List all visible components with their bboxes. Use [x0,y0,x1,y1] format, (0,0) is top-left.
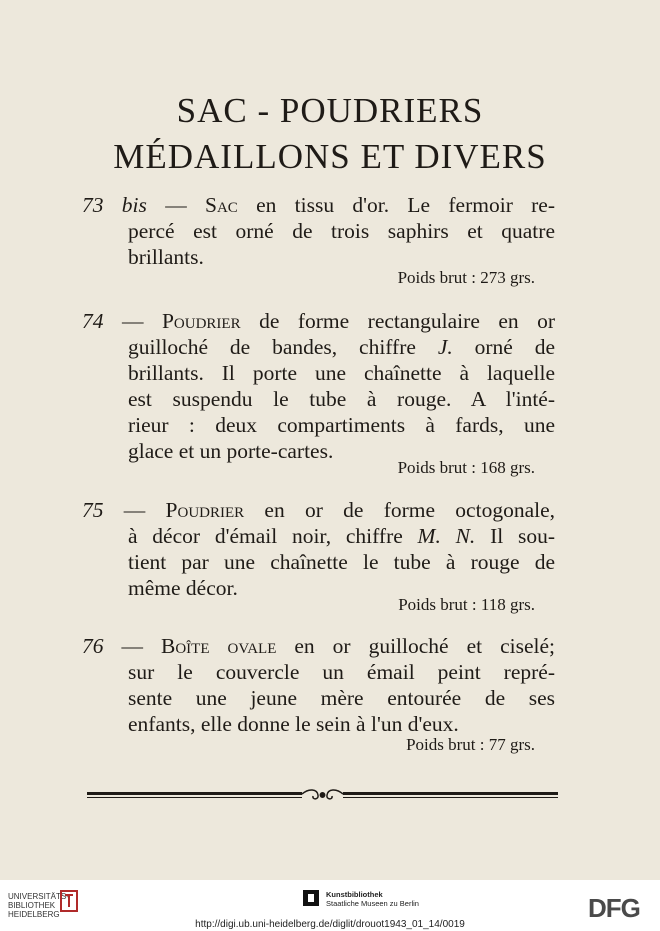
lot-first-line [82,500,555,522]
lot-number: 75 [82,498,104,522]
ornamental-rule [87,788,558,802]
lot-first-line [82,311,555,333]
lot-weight: Poids brut : 77 grs. [406,735,535,754]
lot-text-line: même décor. [128,576,238,600]
lot-text-line: glace et un porte-cartes. [128,439,334,463]
digitization-footer [0,880,660,931]
lot-text-line: rieur : deux compartiments à fards, une [128,413,555,437]
lot-text: en or de forme octogonale, [264,498,556,522]
lot-dash: — [123,498,146,522]
lot-dash: — [121,309,144,333]
lot-text-line: sente une jeune mère entourée de ses [128,686,555,710]
uni-line: HEIDELBERG [8,910,60,919]
lot-number: 73 [82,193,104,217]
lot-weight: Poids brut : 168 grs. [397,458,535,477]
lot-weight: Poids brut : 273 grs. [397,268,535,287]
lot-name: Poudrier [161,309,241,333]
lot-text-line: enfants, elle donne le sein à l'un d'eux. [128,712,459,736]
lot-text-line: percé est orné de trois saphirs et quatre [128,219,555,243]
lot-text: guilloché de bandes, chiffre [128,335,416,359]
lot-text: en tissu d'or. Le fermoir re- [256,193,556,217]
uni-line: BIBLIOTHEK [8,901,56,910]
kb-subtitle: Staatliche Museen zu Berlin [326,899,419,908]
lot-weight: Poids brut : 118 grs. [398,595,535,614]
lot-text-line: sur le couvercle un émail peint repré- [128,660,555,684]
fleuron-icon [302,790,343,799]
kunstbibliothek-label [326,890,419,908]
lot-name: Boîte ovale [161,634,277,658]
lot-first-line [82,636,555,658]
lot-text-line: tient par une chaînette le tube à rouge de [128,550,555,574]
page-title-line-2: MÉDAILLONS ET DIVERS [113,137,547,176]
lot-text: de forme rectangulaire en or [259,309,556,333]
lot-dash: — [165,193,187,217]
page-title-line-1: SAC - POUDRIERS [176,91,484,130]
lot-text: orné de [474,335,556,359]
source-url[interactable]: http://digi.ub.uni-heidelberg.de/diglit/drouot1943_01_14/0019 [195,919,465,930]
kb-title: Kunstbibliothek [326,890,383,899]
kunstbibliothek-logo-icon [302,889,320,907]
lot-suffix: bis [121,193,147,217]
lot-text-line [128,526,555,548]
lot-first-line [82,195,555,217]
lot-number: 74 [82,309,104,333]
lot-number: 76 [82,634,104,658]
heidelberg-logo-icon [60,890,78,912]
lot-text: Il sou- [490,524,556,548]
lot-text-line: brillants. Il porte une chaînette à laquelle [128,361,555,385]
uni-line: UNIVERSITÄTS- [8,892,69,901]
monogram: M. N. [417,524,476,548]
lot-text-line [128,337,555,359]
lot-name: Sac [204,193,238,217]
lot-text-line: brillants. [128,245,204,269]
lot-name: Poudrier [165,498,245,522]
dfg-logo: DFG [588,893,640,923]
lot-dash: — [121,634,143,658]
lot-text-line: est suspendu le tube à rouge. A l'inté- [128,387,555,411]
monogram: J. [437,335,453,359]
lot-text: à décor d'émail noir, chiffre [128,524,403,548]
lot-text: en or guilloché et ciselé; [294,634,556,658]
